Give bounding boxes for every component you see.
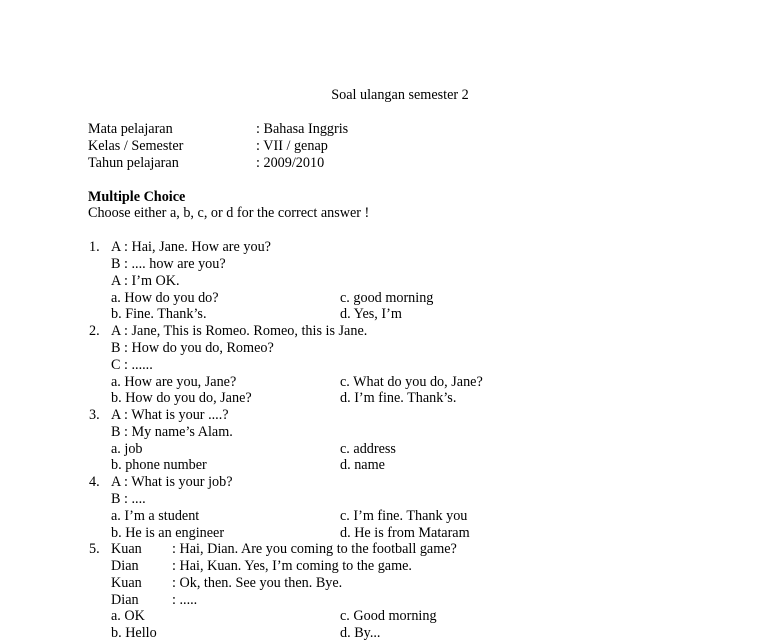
option-d: d. name [340,457,385,473]
info-label: Tahun pelajaran [88,155,179,171]
option-c: c. I’m fine. Thank you [340,508,468,524]
question-line: B : How do you do, Romeo? [111,340,274,356]
dialogue-speaker: Kuan [111,541,142,557]
option-c: c. good morning [340,290,434,306]
option-b: b. He is an engineer [111,525,225,541]
option-b: b. Hello [111,625,157,641]
option-c: c. Good morning [340,608,437,624]
option-a: a. job [111,441,143,457]
option-d: d. Yes, I’m [340,306,402,322]
question-number: 5. [89,541,100,557]
option-a: a. How do you do? [111,290,219,306]
section-instruction: Choose either a, b, c, or d for the correct answer ! [88,205,370,221]
option-c: c. address [340,441,396,457]
question-number: 1. [89,239,100,255]
question-line: A : What is your job? [111,474,233,490]
dialogue-text: : Hai, Kuan. Yes, I’m coming to the game. [172,558,412,574]
question-line: A : Hai, Jane. How are you? [111,239,271,255]
question-line: A : Jane, This is Romeo. Romeo, this is Jane. [111,323,368,339]
info-value: : Bahasa Inggris [256,121,349,137]
option-b: b. phone number [111,457,207,473]
question-line: B : .... how are you? [111,256,226,272]
info-value: : VII / genap [256,138,328,154]
option-c: c. What do you do, Jane? [340,374,483,390]
question-number: 3. [89,407,100,423]
dialogue-speaker: Dian [111,558,139,574]
question-line: B : .... [111,491,146,507]
question-line: A : I’m OK. [111,273,180,289]
dialogue-text: : ..... [172,592,198,608]
option-d: d. He is from Mataram [340,525,470,541]
option-a: a. How are you, Jane? [111,374,237,390]
question-number: 2. [89,323,100,339]
option-a: a. I’m a student [111,508,200,524]
dialogue-speaker: Dian [111,592,139,608]
option-d: d. By... [340,625,381,641]
option-a: a. OK [111,608,145,624]
dialogue-text: : Ok, then. See you then. Bye. [172,575,343,591]
info-label: Mata pelajaran [88,121,173,137]
section-heading: Multiple Choice [88,189,186,205]
dialogue-text: : Hai, Dian. Are you coming to the football game? [172,541,457,557]
document-title: Soal ulangan semester 2 [331,87,469,103]
info-value: : 2009/2010 [256,155,325,171]
question-line: A : What is your ....? [111,407,229,423]
option-b: b. How do you do, Jane? [111,390,252,406]
info-label: Kelas / Semester [88,138,184,154]
option-d: d. I’m fine. Thank’s. [340,390,457,406]
dialogue-speaker: Kuan [111,575,142,591]
question-line: B : My name’s Alam. [111,424,233,440]
option-b: b. Fine. Thank’s. [111,306,207,322]
question-line: C : ...... [111,357,153,373]
question-number: 4. [89,474,100,490]
